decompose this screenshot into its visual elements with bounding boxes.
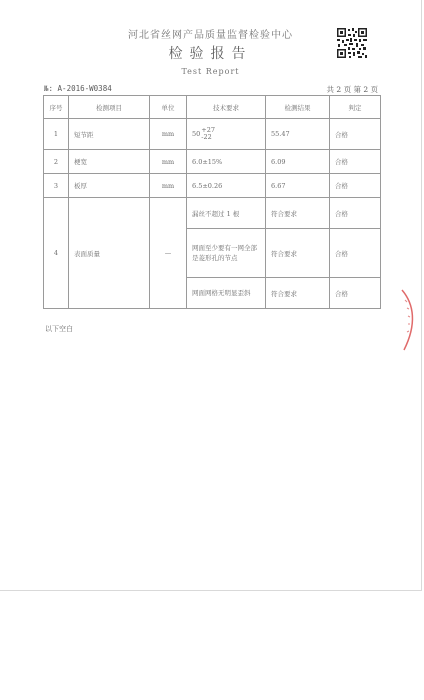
test-item: 表面质量	[69, 198, 150, 309]
result: 符合要求	[266, 229, 330, 278]
row-number: 1	[44, 119, 69, 150]
verdict: 合格	[330, 198, 381, 229]
verdict: 合格	[330, 229, 381, 278]
table-row	[44, 150, 381, 174]
seal-stamp-edge	[398, 288, 422, 358]
page-info: 共 2 页 第 2 页	[326, 85, 378, 94]
test-item: 板厚	[69, 174, 150, 198]
row-number: 3	[44, 174, 69, 198]
unit: mm	[150, 150, 187, 174]
column-header: 序号	[44, 96, 69, 119]
requirement: 网面网格无明显歪斜	[187, 278, 266, 309]
column-header: 技术要求	[187, 96, 266, 119]
verdict: 合格	[330, 278, 381, 309]
requirement: 漏丝不超过 1 根	[187, 198, 266, 229]
row-number: 4	[44, 198, 69, 309]
column-header: 检测结果	[266, 96, 330, 119]
results-table	[43, 95, 381, 309]
row-number: 2	[44, 150, 69, 174]
report-subtitle: Test Report	[181, 67, 240, 76]
table-row	[44, 174, 381, 198]
column-header: 检测项目	[69, 96, 150, 119]
requirement-lower: -22	[201, 133, 212, 141]
result: 符合要求	[266, 198, 330, 229]
test-item: 短节距	[69, 119, 150, 150]
verdict: 合格	[330, 119, 381, 150]
table-header-row	[44, 96, 381, 119]
result: 6.67	[266, 174, 330, 198]
organization-name: 河北省丝网产品质量监督检验中心	[128, 30, 293, 41]
column-header: 单位	[150, 96, 187, 119]
unit: mm	[150, 119, 187, 150]
verdict: 合格	[330, 150, 381, 174]
qr-code-icon	[336, 27, 368, 59]
requirement: 网面至少要有一网全部是菱形孔的节点	[187, 229, 266, 278]
requirement-base: 50	[192, 130, 201, 138]
column-header: 判定	[330, 96, 381, 119]
report-number: №: A-2016-W0384	[44, 84, 112, 93]
report-title: 检验报告	[168, 46, 253, 62]
requirement-upper: +27	[201, 126, 215, 134]
test-item: 梗宽	[69, 150, 150, 174]
table-row	[44, 119, 381, 150]
blank-below-note: 以下空白	[45, 325, 73, 333]
unit: —	[150, 198, 187, 309]
requirement: 6.0±15%	[187, 150, 266, 174]
result: 符合要求	[266, 278, 330, 309]
requirement	[187, 119, 266, 150]
result: 55.47	[266, 119, 330, 150]
requirement: 6.5±0.26	[187, 174, 266, 198]
result: 6.09	[266, 150, 330, 174]
unit: mm	[150, 174, 187, 198]
verdict: 合格	[330, 174, 381, 198]
table-row	[44, 198, 381, 229]
